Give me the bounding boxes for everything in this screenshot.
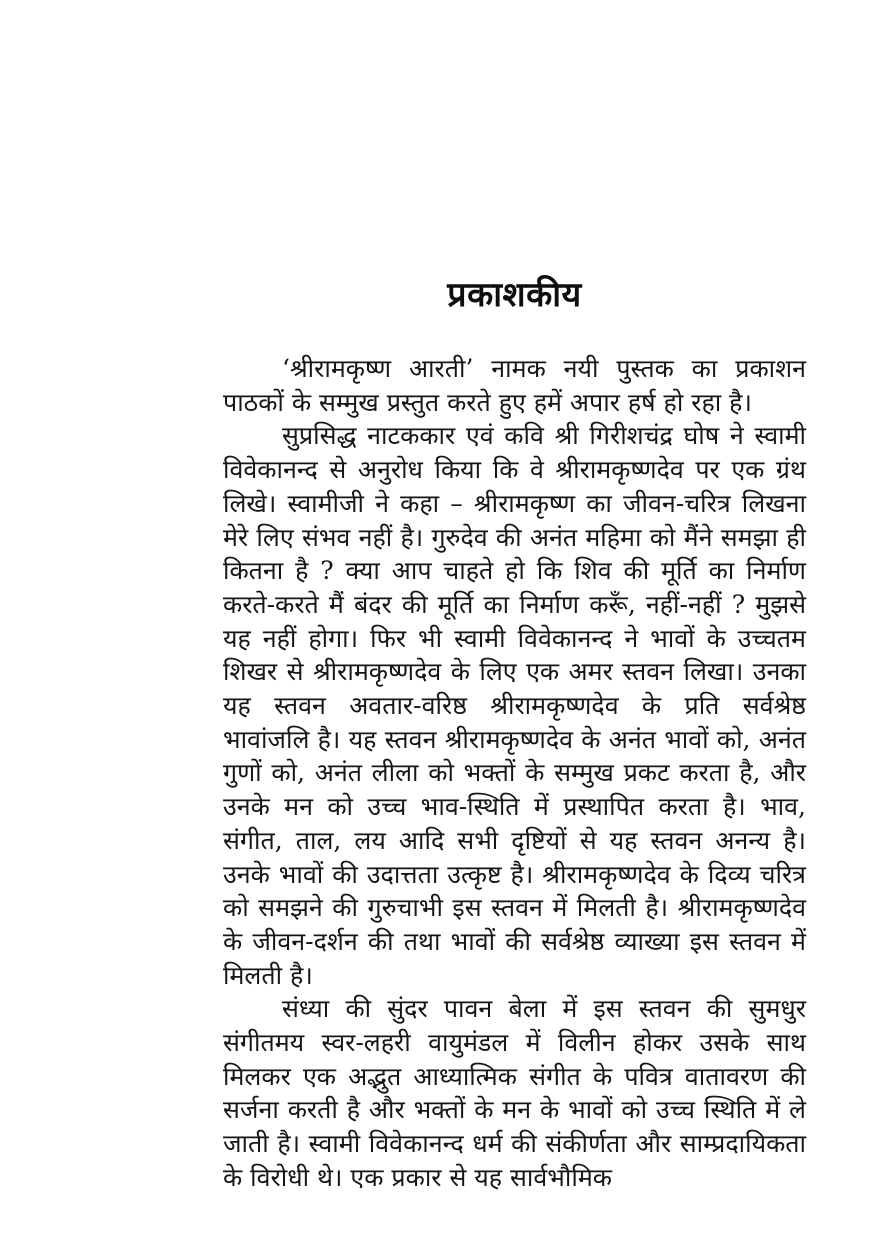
paragraph: सुप्रसिद्ध नाटककार एवं कवि श्री गिरीशचंद्र घोष ने स्वामी विवेकानन्द से अनुरोध किया कि वे श्रीरामकृष्णदेव पर एक ग्रंथ लिखे। स्वामीजी ने कहा – श्रीरामकृष्ण का जीवन-चरित्र लिखना मेरे लिए संभव नहीं है। गुरुदेव की अनंत महिमा को मैंने समझा ही कितना है ? क्या आप चाहते हो कि शिव की मूर्ति का निर्माण करते-करते मैं बंदर की मूर्ति का निर्माण करूँ, नहीं-नहीं ? मुझसे यह नहीं होगा। फिर भी स्वामी विवेकानन्द ने भावों के उच्चतम शिखर से श्रीरामकृष्णदेव के लिए एक अमर स्तवन लिखा। उनका यह स्तवन अवतार-वरिष्ठ श्रीरामकृष्णदेव के प्रति सर्वश्रेष्ठ भावांजलि है। यह स्तवन श्रीरामकृष्णदेव के अनंत भावों को, अनंत गुणों को, अनंत लीला को भक्तों के सम्मुख प्रकट करता है, और उनके मन को उच्च भाव-स्थिति में प्रस्थापित करता है। भाव, संगीत, ताल, लय आदि सभी दृष्टियों से यह स्तवन अनन्य है। उनके भावों की उदात्तता उत्कृष्ट है। श्रीरामकृष्णदेव के दिव्य चरित्र को समझने की गुरुचाभी इस स्तवन में मिलती है। श्रीरामकृष्णदेव के जीवन-दर्शन की तथा भावों की सर्वश्रेष्ठ व्याख्या इस स्तवन में मिलती है। [223, 421, 806, 990]
page-body [223, 352, 806, 1195]
paragraph: संध्या की सुंदर पावन बेला में इस स्तवन की सुमधुर संगीतमय स्वर-लहरी वायुमंडल में विलीन होकर उसके साथ मिलकर एक अद्भुत आध्यात्मिक संगीत के पवित्र वातावरण की सर्जना करती है और भक्तों के मन के भावों को उच्च स्थिति में ले जाती है। स्वामी विवेकानन्द धर्म की संकीर्णता और साम्प्रदायिकता के विरोधी थे। एक प्रकार से यह सार्वभौमिक [223, 994, 806, 1192]
page-title: प्रकाशकीय [447, 275, 582, 315]
paragraph: ‘श्रीरामकृष्ण आरती’ नामक नयी पुस्तक का प्रकाशन पाठकों के सम्मुख प्रस्तुत करते हुए हमें अपार हर्ष हो रहा है। [223, 354, 806, 417]
text-column [223, 272, 806, 1195]
